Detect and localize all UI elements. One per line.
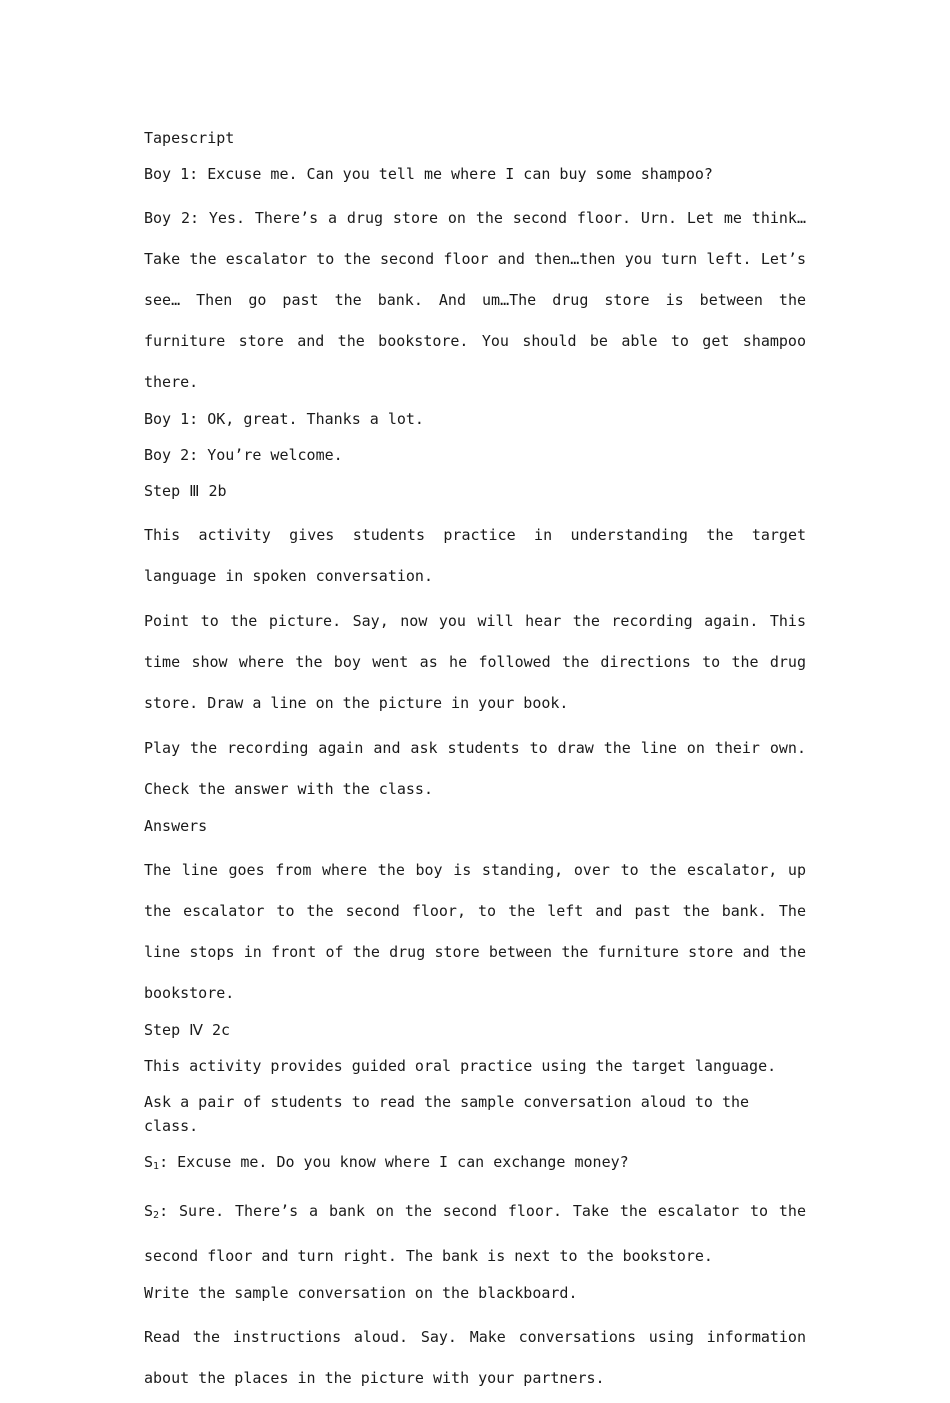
dialogue-line: Boy 2: Yes. There’s a drug store on the second floor. Urn. Let me think… Take the escalator to the second floor and then…then you turn left. Let’s see… Then go past the bank. And um…The drug store is between the furniture store and the bookstore. You should be able to get shampoo there. — [144, 209, 806, 391]
speaker-subscript: 1 — [153, 1161, 160, 1172]
step-heading: Step Ⅲ 2b — [144, 482, 227, 500]
sample-line-s1 — [144, 1150, 806, 1179]
paragraph: This activity provides guided oral practice using the target language. — [144, 1057, 777, 1075]
paragraph: Point to the picture. Say, now you will hear the recording again. This time show where the boy went as he followed the directions to the drug store. Draw a line on the picture in your book. — [144, 612, 806, 712]
paragraph: Ask a pair of students to read the sample conversation aloud to the class. — [144, 1093, 750, 1135]
paragraph: This activity gives students practice in understanding the target language in spoken conversation. — [144, 526, 806, 585]
sample-text: : Sure. There’s a bank on the second floor. Take the escalator to the second floor and turn right. The bank is next to the bookstore. — [144, 1202, 806, 1265]
paragraph: Read the instructions aloud. Say. Make conversations using information about the places in the picture with your partners. — [144, 1328, 806, 1387]
sample-text: : Excuse me. Do you know where I can exchange money? — [159, 1153, 629, 1171]
answers-heading: Answers — [144, 817, 208, 835]
dialogue-line: Boy 1: OK, great. Thanks a lot. — [144, 410, 424, 428]
tapescript-heading: Tapescript — [144, 129, 235, 147]
speaker-label: S — [144, 1202, 154, 1220]
dialogue-line: Boy 1: Excuse me. Can you tell me where I can buy some shampoo? — [144, 165, 713, 183]
paragraph: Write the sample conversation on the blackboard. — [144, 1284, 578, 1302]
paragraph: The line goes from where the boy is standing, over to the escalator, up the escalator to the second floor, to the left and past the bank. The line stops in front of the drug store between the furniture store and the bookstore. — [144, 861, 806, 1002]
sample-line-s2 — [144, 1191, 806, 1277]
step-heading: Step Ⅳ 2c — [144, 1021, 231, 1039]
speaker-label: S — [144, 1153, 154, 1171]
document-body — [144, 126, 806, 1403]
speaker-subscript: 2 — [153, 1210, 160, 1221]
paragraph: Play the recording again and ask students to draw the line on their own. Check the answer with the class. — [144, 739, 806, 798]
dialogue-line: Boy 2: You’re welcome. — [144, 446, 343, 464]
